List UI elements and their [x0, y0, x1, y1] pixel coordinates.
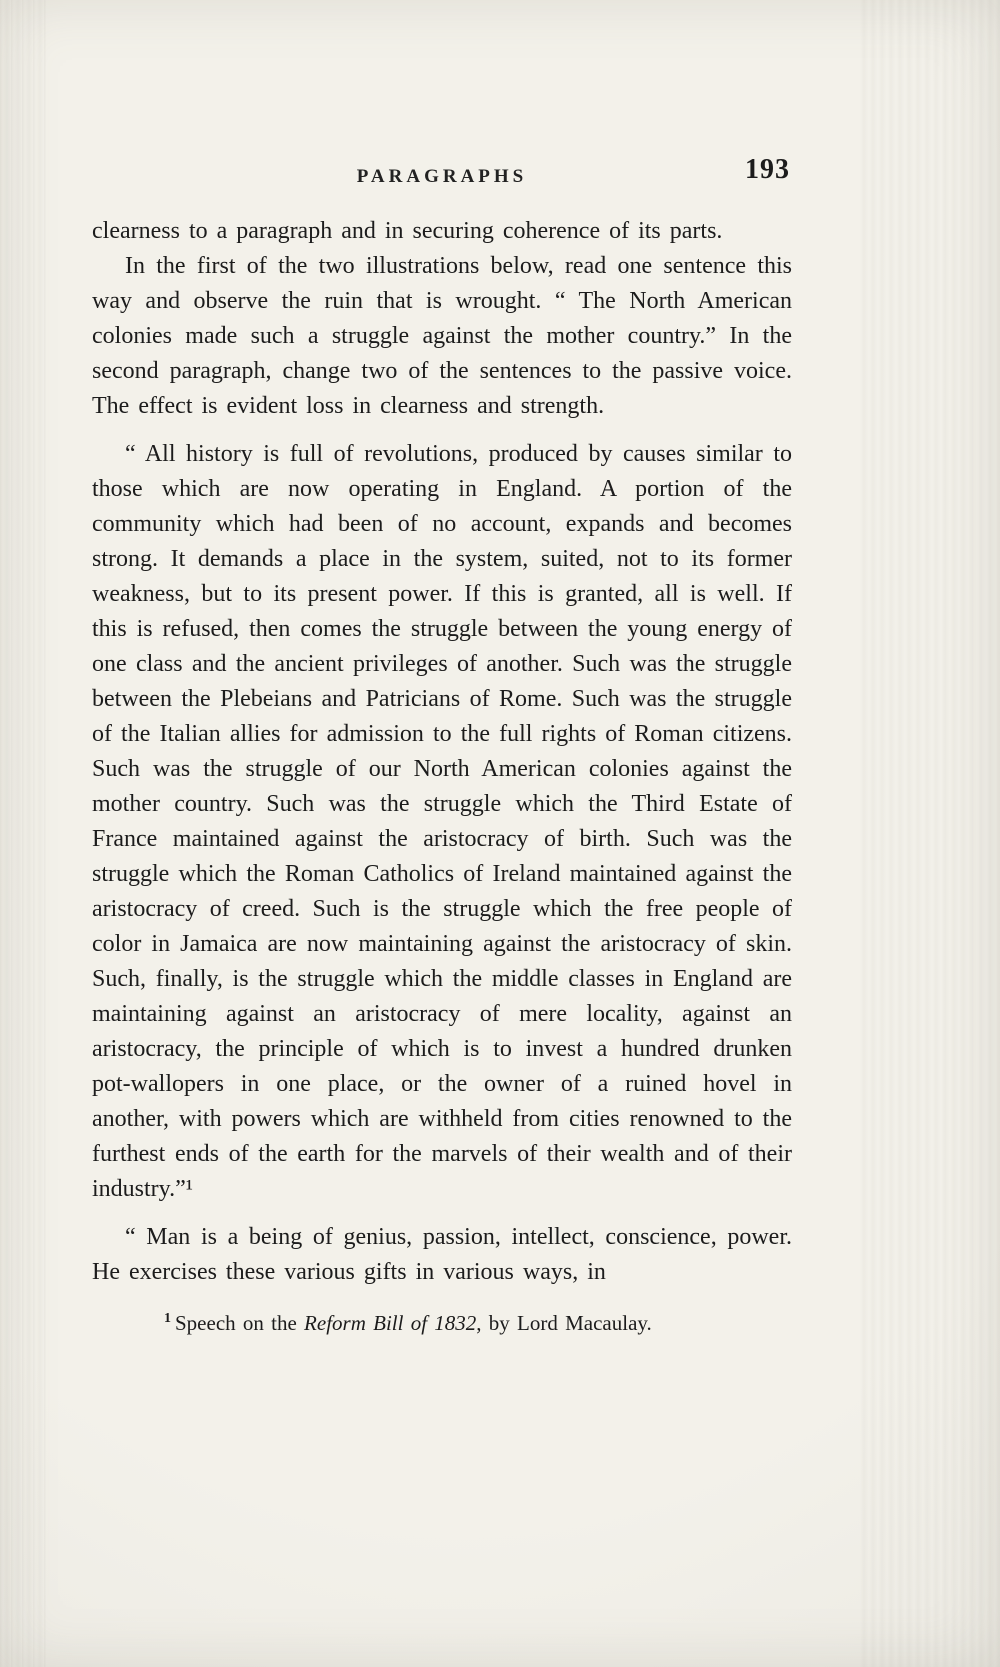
scan-edge-texture-left	[0, 0, 46, 1667]
footnote-italic-title: Reform Bill of 1832	[304, 1311, 477, 1335]
paragraph-continuation: clearness to a paragraph and in securing coherence of its parts.	[92, 218, 723, 244]
paragraph-quote-man: “ Man is a being of genius, passion, intellect, conscience, power. He exercises these various gifts in various ways, in	[92, 1224, 792, 1285]
footnote-marker: 1	[164, 1311, 171, 1326]
footnote-text-prefix: Speech on the	[175, 1311, 305, 1335]
page-number: 193	[745, 154, 790, 185]
paragraph-instructions: In the first of the two illustrations below, read one sentence this way and observe the ruin that is wrought. “ The North American colonies made such a struggle against the mother country.” In the second paragraph, change two of the sentences to the passive voice. The effect is evident loss in clearness and strength.	[92, 253, 792, 419]
paragraph-quote-macaulay: “ All history is full of revolutions, produced by causes similar to those which are now operating in England. A portion of the community which had been of no account, expands and becomes strong. It demands a place in the system, suited, not to its former weakness, but to its present power. If this is granted, all is well. If this is refused, then comes the struggle between the young energy of one class and the ancient privileges of another. Such was the struggle between the Plebeians and Patricians of Rome. Such was the struggle of the Italian allies for admission to the full rights of Roman citizens. Such was the struggle of our North American colonies against the mother country. Such was the struggle which the Third Estate of France maintained against the aristocracy of birth. Such was the struggle which the Roman Catholics of Ireland maintained against the aristocracy of creed. Such is the struggle which the free people of color in Jamaica are now maintaining against the aristocracy of skin. Such, finally, is the struggle which the middle classes in England are maintaining against an aristocracy of mere locality, against an aristocracy, the principle of which is to invest a hundred drunken pot-wallopers in one place, or the owner of a ruined hovel in another, with powers which are withheld from cities renowned to the furthest ends of the earth for the marvels of their wealth and of their industry.”¹	[92, 441, 792, 1202]
page-header	[92, 154, 792, 200]
footnote	[164, 1304, 792, 1338]
running-head: PARAGRAPHS	[356, 166, 528, 187]
scan-edge-texture-right	[860, 0, 1000, 1667]
footnote-text-suffix: , by Lord Macaulay.	[476, 1311, 652, 1335]
text-block	[92, 154, 792, 1338]
